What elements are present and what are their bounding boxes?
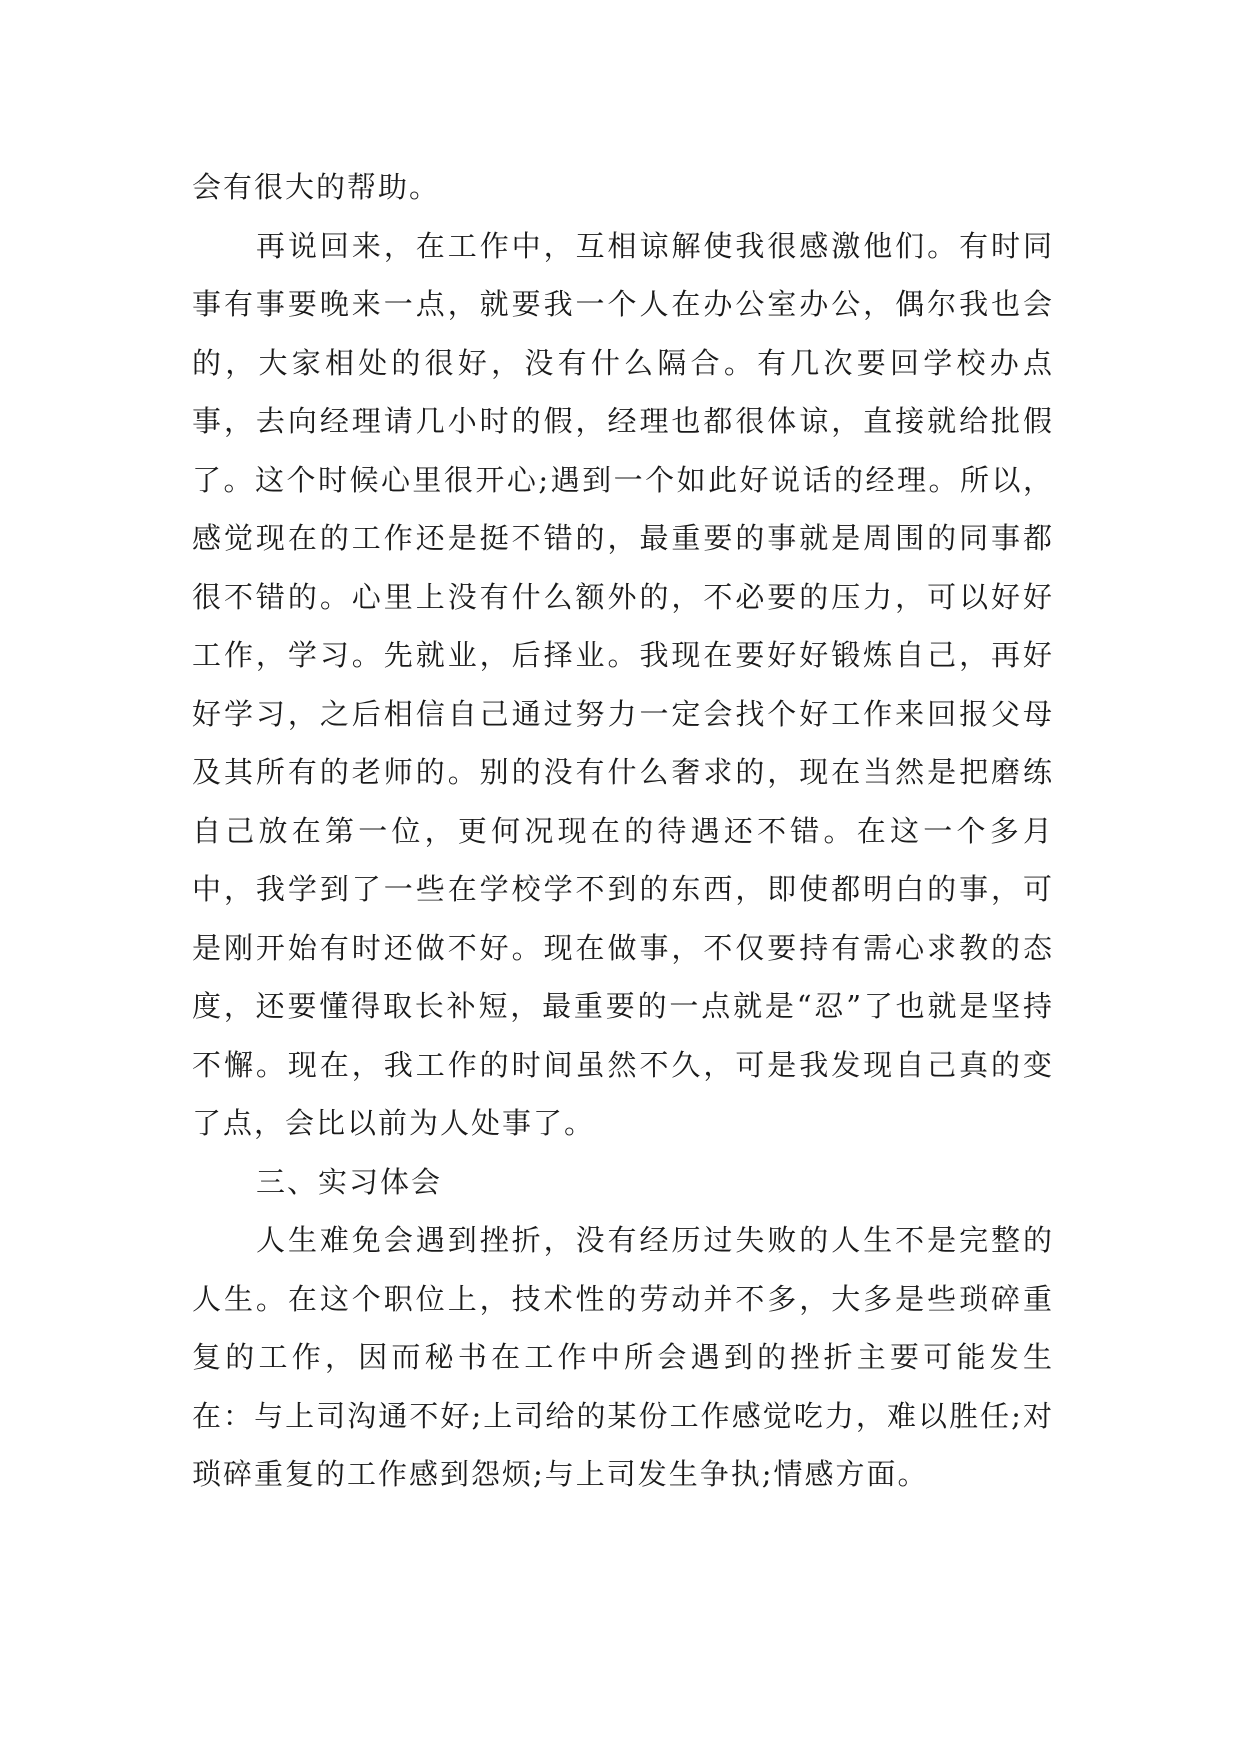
paragraph-setbacks: 人生难免会遇到挫折，没有经历过失败的人生不是完整的人生。在这个职位上，技术性的劳动并不多，大多是些琐碎重复的工作，因而秘书在工作中所会遇到的挫折主要可能发生在：与上司沟通不好;上司给的某份工作感觉吃力，难以胜任;对琐碎重复的工作感到怨烦;与上司发生争执;情感方面。 <box>192 1223 1054 1491</box>
paragraph-colleagues: 再说回来，在工作中，互相谅解使我很感激他们。有时同事有事要晚来一点，就要我一个人在办公室办公，偶尔我也会的，大家相处的很好，没有什么隔合。有几次要回学校办点事，去向经理请几小时的假，经理也都很体谅，直接就给批假了。这个时候心里很开心;遇到一个如此好说话的经理。所以，感觉现在的工作还是挺不错的，最重要的事就是周围的同事都很不错的。心里上没有什么额外的，不必要的压力，可以好好工作，学习。先就业，后择业。我现在要好好锻炼自己，再好好学习，之后相信自己通过努力一定会找个好工作来回报父母及其所有的老师的。别的没有什么奢求的，现在当然是把磨练自己放在第一位，更何况现在的待遇还不错。在这一个多月中，我学到了一些在学校学不到的东西，即使都明白的事，可是刚开始有时还做不好。现在做事，不仅要持有需心求教的态度，还要懂得取长补短，最重要的一点就是“忍”了也就是坚持不懈。现在，我工作的时间虽然不久，可是我发现自己真的变了点，会比以前为人处事了。 <box>192 228 1054 1140</box>
document-body <box>192 158 1054 1504</box>
paragraph-continuation: 会有很大的帮助。 <box>192 170 441 204</box>
section-heading-internship-experience: 三、实习体会 <box>256 1164 443 1199</box>
